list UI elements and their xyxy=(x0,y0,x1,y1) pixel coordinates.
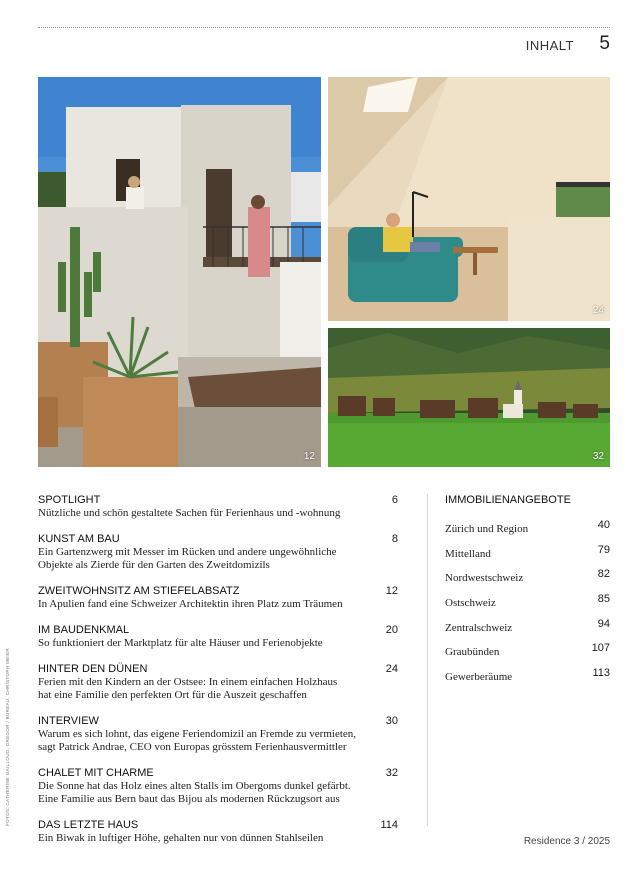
real-estate-item[interactable] xyxy=(445,544,610,569)
real-estate-item-page: 40 xyxy=(597,519,610,531)
balcony-terrace-image xyxy=(38,77,321,467)
real-estate-item[interactable] xyxy=(445,593,610,618)
real-estate-item[interactable] xyxy=(445,618,610,643)
photo-credit: FOTOS: CATHERINE GAILLOUD, GREGOR / BUREAU, CHRISTOPH MEIER xyxy=(5,648,10,826)
toc-entry-title: ZWEITWOHNSITZ AM STIEFELABSATZ xyxy=(38,585,240,597)
real-estate-item[interactable] xyxy=(445,568,610,593)
toc-entry[interactable] xyxy=(38,533,398,572)
real-estate-item-page: 82 xyxy=(597,568,610,581)
alpine-village-image xyxy=(328,328,610,467)
toc-entry-title: SPOTLIGHT xyxy=(38,494,101,506)
section-title: INHALT xyxy=(525,38,574,53)
toc-entry-page: 24 xyxy=(385,663,398,675)
toc-entry-desc: sagt Patrick Andrae, CEO von Europas grösstem Ferienhausvermittler xyxy=(38,741,347,753)
photo-page-number: 12 xyxy=(303,451,315,462)
real-estate-item-page: 107 xyxy=(591,642,610,655)
toc-entry-page: 114 xyxy=(380,819,398,831)
real-estate-listing xyxy=(445,494,610,692)
toc-entry-desc: Nützliche und schön gestaltete Sachen für Ferienhaus und -wohnung xyxy=(38,507,341,519)
attic-living-room-image xyxy=(328,77,610,321)
toc-entry-page: 20 xyxy=(385,624,398,636)
photo-attic-living-room[interactable] xyxy=(328,77,610,321)
real-estate-item-label: Graubünden xyxy=(445,646,500,659)
toc-entry-desc: Ein Gartenzwerg mit Messer im Rücken und andere ungewöhnliche xyxy=(38,546,337,558)
toc-entry-desc: Objekte als Zierde für den Garten des Zweitdomizils xyxy=(38,559,270,571)
real-estate-item-label: Gewerberäume xyxy=(445,671,513,684)
toc-entry-title: IM BAUDENKMAL xyxy=(38,624,130,636)
toc-entry-title: INTERVIEW xyxy=(38,715,99,727)
real-estate-item[interactable] xyxy=(445,642,610,667)
real-estate-item-label: Zentralschweiz xyxy=(445,621,513,634)
real-estate-item-label: Zürich und Region xyxy=(445,523,529,535)
real-estate-item-label: Ostschweiz xyxy=(445,597,496,610)
toc-entry-desc: Warum es sich lohnt, das eigene Feriendomizil an Fremde zu vermieten, xyxy=(38,728,357,740)
toc-entry-desc: hat eine Familie den perfekten Ort für die Auszeit geschaffen xyxy=(38,689,307,701)
toc-entry[interactable] xyxy=(38,767,398,806)
toc-entry[interactable] xyxy=(38,624,398,650)
toc-entry-title: DAS LETZTE HAUS xyxy=(38,819,139,831)
toc-entry-title: KUNST AM BAU xyxy=(38,533,120,545)
toc-entry-page: 12 xyxy=(385,585,398,597)
real-estate-item-page: 94 xyxy=(597,617,610,630)
toc-entry-desc: So funktioniert der Marktplatz für alte Häuser und Ferienobjekte xyxy=(38,637,323,649)
toc-entry[interactable] xyxy=(38,494,398,520)
photo-balcony-terrace[interactable] xyxy=(38,77,321,467)
column-divider xyxy=(427,494,428,826)
real-estate-item[interactable] xyxy=(445,667,610,692)
toc-entry-title: HINTER DEN DÜNEN xyxy=(38,663,148,675)
photo-page-number: 32 xyxy=(592,451,604,462)
real-estate-item-page: 113 xyxy=(592,667,610,680)
table-of-contents xyxy=(38,494,398,858)
toc-entry-desc: Ein Biwak in luftiger Höhe, gehalten nur von dünnen Stahlseilen xyxy=(38,832,324,844)
real-estate-item-page: 85 xyxy=(597,593,610,606)
toc-entry-page: 8 xyxy=(391,533,398,545)
toc-entry-desc: In Apulien fand eine Schweizer Architektin ihren Platz zum Träumen xyxy=(38,598,343,610)
real-estate-item-label: Nordwestschweiz xyxy=(445,572,524,585)
top-dotted-rule xyxy=(38,27,610,28)
page-number: 5 xyxy=(599,33,610,54)
toc-entry-desc: Eine Familie aus Bern baut das Bijou als modernen Rückzugsort aus xyxy=(38,793,340,805)
toc-entry[interactable] xyxy=(38,819,398,845)
real-estate-item-page: 79 xyxy=(597,543,610,556)
real-estate-item-label: Mittelland xyxy=(445,547,491,560)
toc-entry[interactable] xyxy=(38,585,398,611)
real-estate-title: IMMOBILIENANGEBOTE xyxy=(445,494,571,506)
toc-entry[interactable] xyxy=(38,715,398,754)
toc-entry-page: 32 xyxy=(385,767,398,779)
photo-alpine-village[interactable] xyxy=(328,328,610,467)
toc-entry[interactable] xyxy=(38,663,398,702)
toc-entry-page: 30 xyxy=(385,715,398,727)
toc-entry-title: CHALET MIT CHARME xyxy=(38,767,154,779)
real-estate-item[interactable] xyxy=(445,519,610,544)
toc-entry-page: 6 xyxy=(391,494,398,506)
footer-issue: Residence 3 / 2025 xyxy=(523,836,610,847)
photo-page-number: 24 xyxy=(592,305,604,316)
toc-entry-desc: Die Sonne hat das Holz eines alten Stalls im Obergoms dunkel gefärbt. xyxy=(38,780,351,792)
toc-entry-desc: Ferien mit den Kindern an der Ostsee: In einem einfachen Holzhaus xyxy=(38,676,338,688)
